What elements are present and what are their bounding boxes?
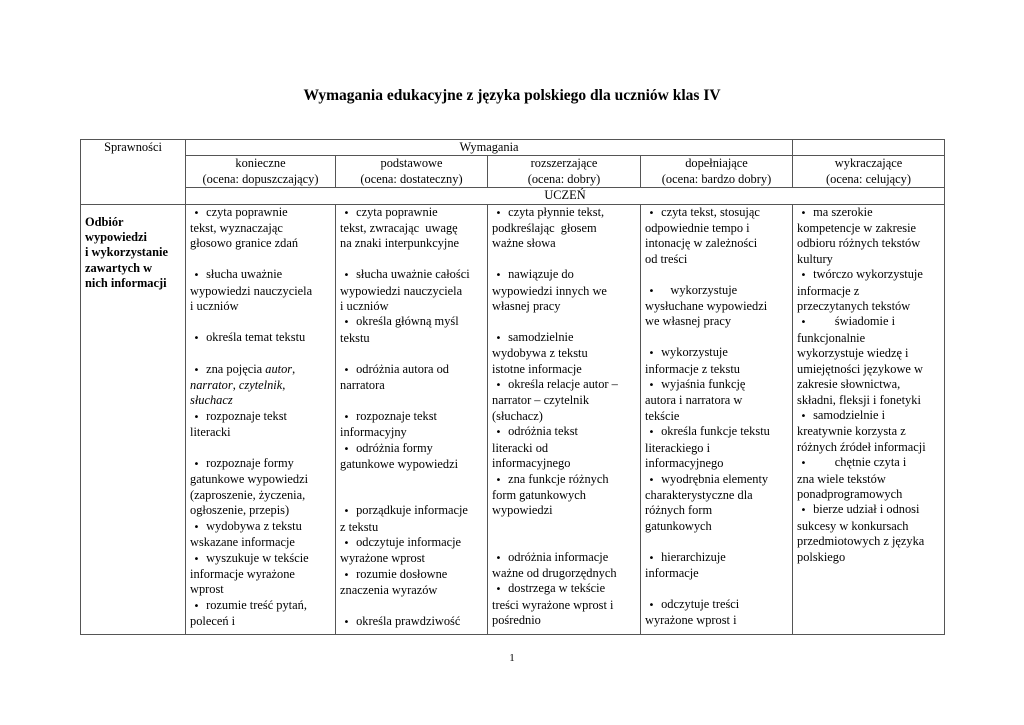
bullet-icon [190, 330, 203, 346]
spacer [190, 346, 331, 361]
requirement-line: podkreślając głosem [492, 221, 597, 236]
requirement-line: kultury [797, 251, 833, 266]
level-name: wykraczające [834, 156, 903, 171]
level-header-1 [336, 156, 488, 188]
spacer [492, 519, 636, 534]
requirement-item [190, 409, 331, 441]
requirement-item [492, 472, 636, 519]
bullet-icon [797, 267, 810, 283]
requirement-item [190, 205, 331, 252]
requirement-line: funkcjonalnie [797, 330, 866, 345]
requirement-line: tekście [645, 408, 680, 423]
requirement-line: gatunkowe wypowiedzi [190, 472, 309, 487]
level-header-3 [641, 156, 793, 188]
requirement-line: wyjaśnia funkcję [661, 377, 746, 392]
requirement-line: wypowiedzi innych we [492, 283, 607, 298]
requirement-line: na znaki interpunkcyjne [340, 236, 460, 251]
requirement-line: ogłoszenie, przepis) [190, 503, 290, 518]
requirement-line: wyrażone wprost i [645, 613, 737, 628]
bullet-icon [797, 455, 810, 471]
spacer [492, 314, 636, 329]
requirement-line: informacyjny [340, 425, 407, 440]
requirement-line: odróżnia informacje [508, 549, 609, 564]
requirement-item [645, 205, 788, 268]
requirement-line: rozumie treść pytań, [206, 597, 307, 612]
bullet-icon [645, 345, 658, 361]
requirements-header: Wymagania [186, 140, 793, 156]
bullet-icon [797, 205, 810, 221]
requirement-line: przeczytanych tekstów [797, 299, 911, 314]
bullet-icon [797, 314, 810, 330]
requirement-line: odpowiednie tempo i [645, 221, 750, 236]
requirement-line: narratora [340, 378, 385, 393]
requirement-line: określa funkcje tekstu [661, 424, 770, 439]
requirement-line: czyta tekst, stosując [661, 204, 760, 219]
bullet-icon [492, 377, 505, 393]
bullet-icon [645, 205, 658, 221]
requirement-item [492, 581, 636, 628]
bullet-icon [190, 362, 203, 378]
requirement-line: wykorzystuje [661, 282, 738, 297]
spacer [645, 581, 788, 596]
requirement-line: wyrażone wprost [340, 551, 425, 566]
requirement-line: tekst, zwracając uwagę [340, 221, 458, 236]
text-fragment: narrator [190, 378, 233, 393]
requirement-line: informacje [645, 565, 699, 580]
requirement-line: informacje z [797, 283, 860, 298]
requirement-item [797, 267, 940, 314]
requirement-line: wskazane informacje [190, 535, 295, 550]
bullet-icon [340, 535, 353, 551]
requirement-line: własnej pracy [492, 299, 561, 314]
requirement-item [340, 409, 483, 441]
requirement-item [492, 330, 636, 377]
requirement-line: bierze udział i odnosi [813, 502, 920, 517]
requirement-item [190, 598, 331, 630]
bullet-icon [492, 550, 505, 566]
spacer [645, 330, 788, 345]
bullet-icon [340, 409, 353, 425]
requirement-line: określa główną myśl [356, 314, 459, 329]
requirement-line: określa prawdziwość [356, 614, 461, 629]
bullet-icon [190, 409, 203, 425]
requirement-line: świadomie i [813, 314, 896, 329]
requirement-item [645, 597, 788, 629]
requirement-line: ważne słowa [492, 236, 556, 251]
requirement-line: nawiązuje do [508, 267, 574, 282]
requirement-line: samodzielnie i [813, 407, 886, 422]
requirement-line: wprost [190, 582, 224, 597]
requirement-line: zakresie słownictwa, [797, 377, 901, 392]
level-name: dopełniające [685, 156, 748, 171]
spacer [190, 441, 331, 456]
skill-line: i wykorzystanie [85, 245, 168, 260]
bullet-icon [190, 456, 203, 472]
requirement-line: treści wyrażone wprost i [492, 597, 614, 612]
requirement-line: odróżnia tekst [508, 424, 578, 439]
requirement-line: odróżnia formy [356, 440, 433, 455]
requirement-line: samodzielnie [508, 329, 574, 344]
requirement-line: rozumie dosłowne [356, 566, 448, 581]
requirement-line: wypowiedzi [492, 503, 553, 518]
requirement-item [797, 408, 940, 455]
requirement-item [190, 267, 331, 314]
requirement-line: (zaproszenie, życzenia, [190, 487, 306, 502]
requirement-line: składni, fleksji i fonetyki [797, 392, 921, 407]
requirement-line: wypowiedzi nauczyciela [190, 283, 313, 298]
requirement-line: porządkuje informacje [356, 503, 468, 518]
bullet-icon [645, 424, 658, 440]
level-name: podstawowe [380, 156, 443, 171]
requirements-cell-1 [336, 204, 488, 634]
text-fragment: słuchacz [190, 393, 233, 408]
requirement-item [797, 502, 940, 565]
requirement-line: pośrednio [492, 613, 541, 628]
requirement-line: rozpoznaje tekst [356, 408, 437, 423]
bullet-icon [190, 205, 203, 221]
skill-line: nich informacji [85, 276, 167, 291]
requirement-line: tekstu [340, 330, 370, 345]
requirement-line: różnych form [645, 503, 713, 518]
requirement-line: twórczo wykorzystuje [813, 267, 923, 282]
spacer [340, 393, 483, 408]
requirement-line: czyta płynnie tekst, [508, 204, 605, 219]
bullet-icon [340, 441, 353, 457]
bullet-icon [645, 472, 658, 488]
requirements-table [80, 139, 945, 635]
requirement-line: rozpoznaje tekst [206, 408, 287, 423]
bullet-icon [492, 472, 505, 488]
requirement-line: form gatunkowych [492, 487, 586, 502]
requirement-line: informacyjnego [492, 456, 571, 471]
level-header-2 [488, 156, 641, 188]
requirement-line: głosowo granice zdań [190, 236, 299, 251]
requirement-item [492, 424, 636, 471]
level-grade: (ocena: dopuszczający) [202, 171, 319, 186]
text-fragment: zna pojęcia [203, 361, 266, 376]
requirement-line: literackiego i [645, 440, 711, 455]
requirement-line: informacyjnego [645, 456, 724, 471]
requirement-line: od treści [645, 251, 688, 266]
requirement-line: wyszukuje w tekście [206, 550, 309, 565]
requirement-item [645, 550, 788, 582]
requirement-line: i uczniów [190, 299, 239, 314]
requirement-line: gatunkowe wypowiedzi [340, 457, 459, 472]
requirement-line: wypowiedzi nauczyciela [340, 283, 463, 298]
requirement-line: odbioru różnych tekstów [797, 236, 921, 251]
requirement-line: polskiego [797, 549, 846, 564]
requirement-item [340, 535, 483, 567]
bullet-icon [645, 550, 658, 566]
requirement-item [797, 205, 940, 268]
requirement-item [340, 441, 483, 473]
text-fragment: , [292, 361, 296, 376]
requirement-item [190, 519, 331, 551]
requirement-line: słucha uważnie całości [356, 267, 470, 282]
spacer [645, 267, 788, 282]
requirement-item [190, 551, 331, 598]
level-grade: (ocena: bardzo dobry) [661, 171, 772, 186]
requirement-item [340, 362, 483, 394]
requirements-cell-3 [641, 204, 793, 634]
requirement-line: ponadprogramowych [797, 486, 903, 501]
bullet-icon [492, 267, 505, 283]
requirement-item [797, 314, 940, 407]
requirement-line: chętnie czyta i [813, 455, 907, 470]
bullet-icon [645, 283, 658, 299]
text-fragment: czytelnik [238, 378, 283, 393]
requirement-line: wykorzystuje [661, 345, 728, 360]
requirement-line: literacki [190, 425, 231, 440]
requirement-line: poleceń i [190, 614, 236, 629]
requirements-cell-2 [488, 204, 641, 634]
requirement-item [190, 362, 331, 409]
requirement-line: czyta poprawnie [206, 204, 288, 219]
requirement-line: zna wiele tekstów [797, 471, 886, 486]
requirements-cell-4 [793, 204, 945, 634]
spacer [340, 472, 483, 487]
requirement-line: autora i narratora w [645, 393, 743, 408]
level-grade: (ocena: dobry) [527, 171, 601, 186]
text-fragment: autor [265, 361, 293, 376]
requirement-line: kreatywnie korzysta z [797, 424, 906, 439]
document-title: Wymagania edukacyjne z języka polskiego dla uczniów klas IV [303, 87, 721, 104]
skill-line: wypowiedzi [85, 230, 147, 245]
requirement-line: odróżnia autora od [356, 361, 450, 376]
skill-line: Odbiór [85, 214, 124, 229]
requirement-item [340, 267, 483, 314]
requirement-line: rozpoznaje formy [206, 456, 294, 471]
requirement-item [340, 205, 483, 252]
spacer [645, 534, 788, 549]
spacer [340, 599, 483, 614]
requirement-item [645, 472, 788, 535]
requirement-item [340, 567, 483, 599]
requirement-item [645, 424, 788, 471]
requirement-line: słucha uważnie [206, 267, 283, 282]
spacer [190, 314, 331, 329]
bullet-icon [340, 267, 353, 283]
requirement-item [645, 283, 788, 330]
requirement-line: różnych źródeł informacji [797, 439, 926, 454]
requirement-line: ma szerokie [813, 204, 873, 219]
bullet-icon [645, 377, 658, 393]
bullet-icon [797, 502, 810, 518]
requirement-item [190, 330, 331, 346]
requirement-line: wysłuchane wypowiedzi [645, 299, 768, 314]
requirement-item [340, 503, 483, 535]
requirement-line: wyodrębnia elementy [661, 471, 769, 486]
bullet-icon [190, 551, 203, 567]
requirement-line: charakterystyczne dla [645, 487, 753, 502]
requirement-item [190, 456, 331, 519]
bullet-icon [340, 567, 353, 583]
bullet-icon [797, 408, 810, 424]
requirement-line: informacje wyrażone [190, 566, 295, 581]
bullet-icon [492, 205, 505, 221]
requirement-line: czyta poprawnie [356, 204, 438, 219]
page-number: 1 [509, 652, 515, 664]
bullet-icon [340, 205, 353, 221]
requirement-item [492, 205, 636, 252]
requirement-item [492, 377, 636, 424]
level-name: rozszerzające [530, 156, 598, 171]
requirement-line: tekst, wyznaczając [190, 221, 283, 236]
requirement-line: kompetencje w zakresie [797, 221, 917, 236]
bullet-icon [190, 519, 203, 535]
bullet-icon [190, 267, 203, 283]
text-fragment: , [282, 378, 286, 393]
spacer [492, 252, 636, 267]
bullet-icon [340, 503, 353, 519]
requirement-line: informacje z tekstu [645, 361, 740, 376]
bullet-icon [492, 330, 505, 346]
skills-header: Sprawności [81, 140, 186, 205]
level-grade: (ocena: dostateczny) [360, 171, 463, 186]
requirement-line: ważne od drugorzędnych [492, 565, 617, 580]
requirement-line: literacki od [492, 440, 549, 455]
requirement-line: intonację w zależności [645, 236, 758, 251]
requirement-item [645, 377, 788, 424]
skill-cell [81, 204, 186, 634]
skill-line: zawartych w [85, 260, 153, 275]
requirement-item [340, 614, 483, 630]
requirement-line: sukcesy w konkursach [797, 518, 909, 533]
requirement-line: narrator – czytelnik [492, 393, 590, 408]
requirement-line: określa relacje autor – [508, 377, 618, 392]
spacer [340, 488, 483, 503]
bullet-icon [340, 614, 353, 630]
student-header: UCZEŃ [186, 188, 945, 204]
requirement-line: przedmiotowych z języka [797, 534, 925, 549]
requirement-line: wykorzystuje wiedzę i [797, 346, 909, 361]
requirement-line: zna funkcje różnych [508, 471, 609, 486]
requirement-line: hierarchizuje [661, 549, 726, 564]
spacer [340, 252, 483, 267]
level-grade: (ocena: celujący) [826, 171, 911, 186]
spacer [340, 346, 483, 361]
requirements-header-blank [793, 140, 945, 156]
requirement-line: znaczenia wyrazów [340, 583, 438, 598]
requirement-line: we własnej pracy [645, 314, 732, 329]
requirement-item [797, 455, 940, 502]
requirement-item [340, 314, 483, 346]
requirement-item [492, 267, 636, 314]
bullet-icon [340, 362, 353, 378]
bullet-icon [190, 598, 203, 614]
requirement-line: (słuchacz) [492, 408, 543, 423]
requirement-line: określa temat tekstu [206, 329, 306, 344]
requirement-item [645, 345, 788, 377]
spacer [492, 534, 636, 549]
requirements-cell-0 [186, 204, 336, 634]
spacer [190, 252, 331, 267]
bullet-icon [492, 424, 505, 440]
requirement-line: i uczniów [340, 299, 389, 314]
level-header-4 [793, 156, 945, 188]
level-name: konieczne [235, 156, 286, 171]
bullet-icon [645, 597, 658, 613]
requirement-line: odczytuje informacje [356, 535, 462, 550]
requirement-line: wydobywa z tekstu [492, 346, 588, 361]
requirement-line: dostrzega w tekście [508, 581, 606, 596]
requirement-line: gatunkowych [645, 518, 712, 533]
requirement-item [492, 550, 636, 582]
requirement-line: odczytuje treści [661, 596, 740, 611]
text-fragment: , [232, 378, 239, 393]
requirement-line: wydobywa z tekstu [206, 518, 302, 533]
requirement-line: umiejętności językowe w [797, 361, 923, 376]
requirement-line: istotne informacje [492, 361, 582, 376]
level-header-0 [186, 156, 336, 188]
bullet-icon [492, 581, 505, 597]
requirement-line: z tekstu [340, 519, 379, 534]
bullet-icon [340, 314, 353, 330]
